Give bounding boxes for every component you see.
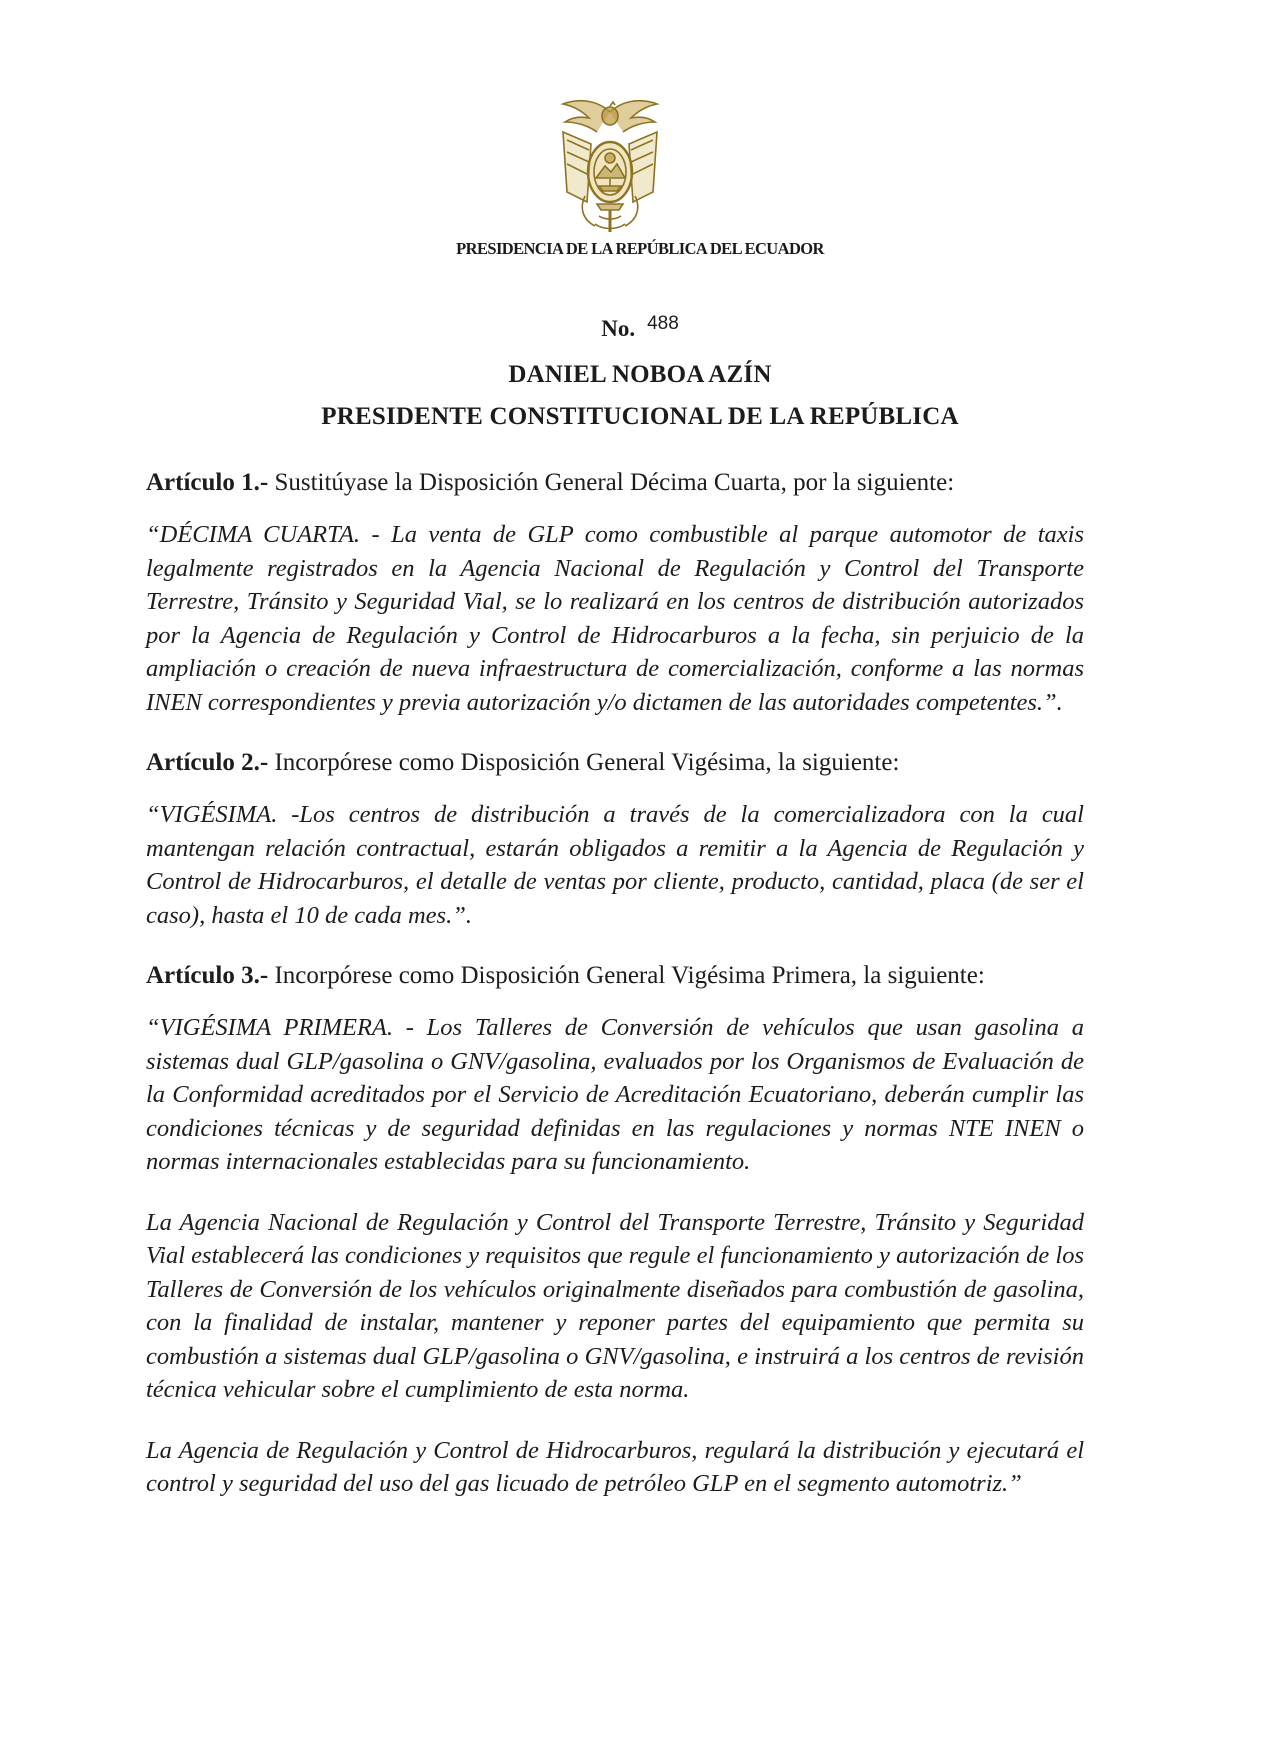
article-2-provision: “VIGÉSIMA. -Los centros de distribución a través de la comercializadora con la cual mantengan relación contractual, estarán obligados a remitir a la Agencia de Regulación y Control de Hidrocarburos, el detalle de ventas por cliente, producto, cantidad, placa (de ser el caso), hasta el 10 de cada mes.”. <box>146 801 1084 929</box>
article-1-heading <box>146 466 1084 499</box>
president-name: DANIEL NOBOA AZÍN <box>508 361 772 388</box>
article-text: Sustitúyase la Disposición General Décima Cuarta, por la siguiente: <box>268 469 955 496</box>
decree-number-label: No. <box>601 316 636 341</box>
article-2-heading <box>146 746 1084 779</box>
institution-name: PRESIDENCIA DE LA REPÚBLICA DEL ECUADOR <box>456 239 824 258</box>
article-1-provision: “DÉCIMA CUARTA. - La venta de GLP como combustible al parque automotor de taxis legalmente registrados en la Agencia Nacional de Regulación y Control del Transporte Terrestre, Tránsito y Seguridad Vial, se lo realizará en los centros de distribución autorizados por la Agencia de Regulación y Control de Hidrocarburos a la fecha, sin perjuicio de la ampliación o creación de nueva infraestructura de comercialización, conforme a las normas INEN correspondientes y previa autorización y/o dictamen de las autoridades competentes.”. <box>146 521 1084 716</box>
ecuador-coat-of-arms-icon <box>549 92 671 242</box>
article-text: Incorpórese como Disposición General Vigésima, la siguiente: <box>268 749 900 776</box>
article-3-provision-paragraph: La Agencia Nacional de Regulación y Control del Transporte Terrestre, Tránsito y Seguridad Vial establecerá las condiciones y requisitos que regule el funcionamiento y autorización de los Talleres de Conversión de los vehículos originalmente diseñados para combustión de gasolina, con la finalidad de instalar, mantener y reponer partes del equipamiento que permita su combustión a sistemas dual GLP/gasolina o GNV/gasolina, e instruirá a los centros de revisión técnica vehicular sobre el cumplimiento de esta norma. <box>146 1208 1084 1403</box>
article-3-provision-paragraph: “VIGÉSIMA PRIMERA. - Los Talleres de Conversión de vehículos que usan gasolina a sistemas dual GLP/gasolina o GNV/gasolina, evaluados por los Organismos de Evaluación de la Conformidad acreditados por el Servicio de Acreditación Ecuatoriano, deberán cumplir las condiciones técnicas y de seguridad definidas en las regulaciones y normas NTE INEN o normas internacionales establecidas para su funcionamiento. <box>146 1014 1084 1175</box>
decree-number-value: 488 <box>647 313 679 334</box>
president-title: PRESIDENTE CONSTITUCIONAL DE LA REPÚBLICA <box>321 403 959 430</box>
decree-body <box>146 466 1084 1501</box>
article-label: Artículo 1.- <box>146 469 269 496</box>
article-label: Artículo 2.- <box>146 749 269 776</box>
decree-number <box>0 313 1280 342</box>
article-text: Incorpórese como Disposición General Vigésima Primera, la siguiente: <box>268 962 985 989</box>
article-label: Artículo 3.- <box>146 962 269 989</box>
article-3-heading <box>146 959 1084 992</box>
article-3-provision-paragraph: La Agencia de Regulación y Control de Hidrocarburos, regulará la distribución y ejecutará el control y seguridad del uso del gas licuado de petróleo GLP en el segmento automotriz.” <box>146 1436 1084 1497</box>
